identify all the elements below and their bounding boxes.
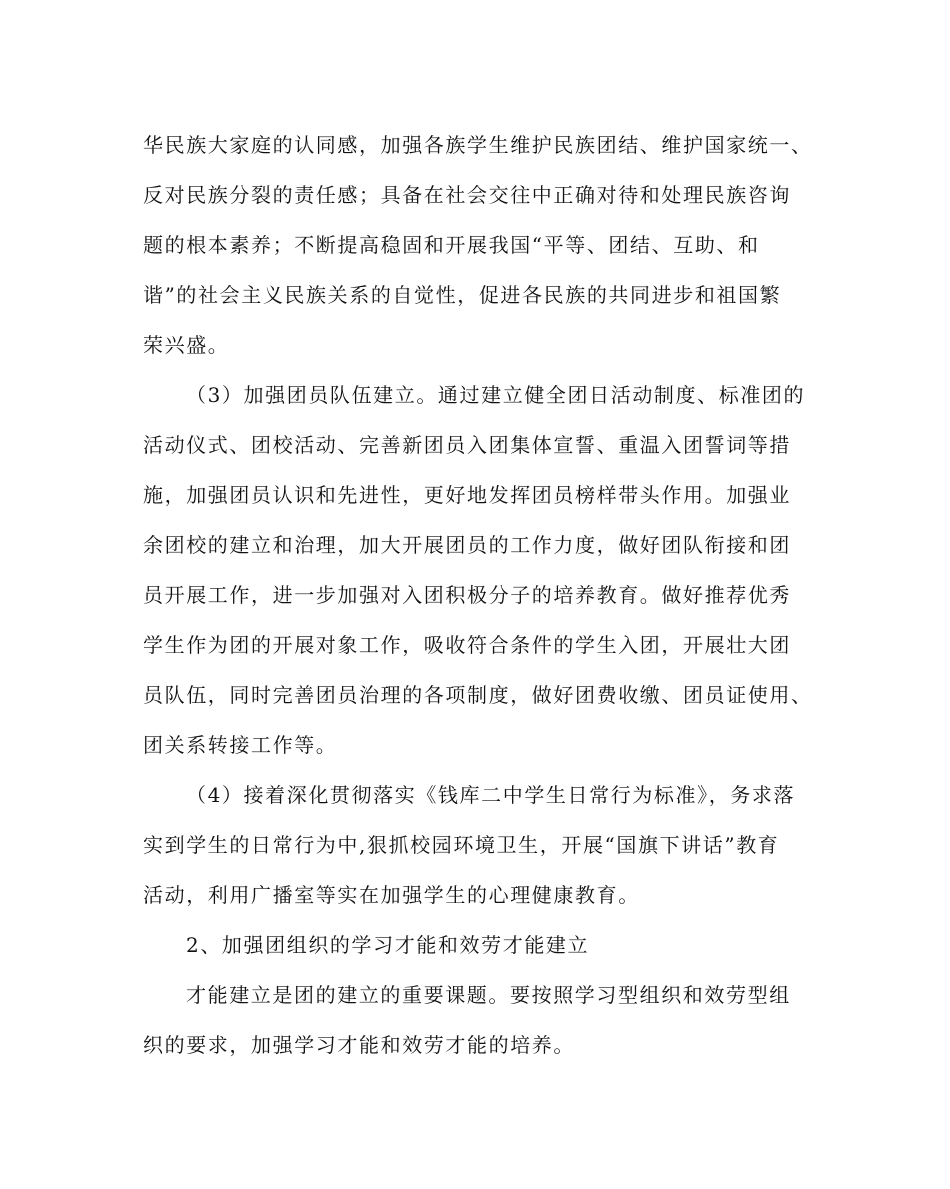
text-line-15: 实到学生的日常行为中,狠抓校园环境卫生，开展“国旗下讲话”教育 — [143, 833, 780, 857]
text-line-5: 荣兴盛。 — [143, 333, 230, 357]
text-line-19: 织的要求，加强学习才能和效劳才能的培养。 — [143, 1033, 575, 1057]
text-line-13: 团关系转接工作等。 — [143, 733, 338, 757]
paragraph-3-start: （3）加强团员队伍建立。通过建立健全团日活动制度、标准团的 — [186, 383, 806, 407]
text-line-1: 华民族大家庭的认同感，加强各族学生维护民族团结、维护国家统一、 — [143, 133, 813, 157]
text-line-16: 活动，利用广播室等实在加强学生的心理健康教育。 — [143, 883, 640, 907]
text-line-9: 余团校的建立和治理，加大开展团员的工作力度，做好团队衔接和团 — [143, 533, 791, 557]
text-line-2: 反对民族分裂的责任感；具备在社会交往中正确对待和处理民族咨询 — [143, 183, 791, 207]
text-line-11: 学生作为团的开展对象工作，吸收符合条件的学生入团，开展壮大团 — [143, 633, 791, 657]
paragraph-ability-start: 才能建立是团的建立的重要课题。要按照学习型组织和效劳型组 — [186, 983, 791, 1007]
text-line-12: 员队伍，同时完善团员治理的各项制度，做好团费收缴、团员证使用、 — [143, 683, 813, 707]
text-line-7: 活动仪式、团校活动、完善新团员入团集体宣誓、重温入团誓词等措 — [143, 433, 791, 457]
text-line-3: 题的根本素养；不断提高稳固和开展我国“平等、团结、互助、和 — [143, 233, 760, 257]
section-heading-2: 2、加强团组织的学习才能和效劳才能建立 — [186, 933, 590, 957]
text-line-4: 谐”的社会主义民族关系的自觉性，促进各民族的共同进步和祖国繁 — [143, 283, 782, 307]
paragraph-4-start: （4）接着深化贯彻落实《钱库二中学生日常行为标准》，务求落 — [186, 783, 796, 807]
text-line-10: 员开展工作，进一步加强对入团积极分子的培养教育。做好推荐优秀 — [143, 583, 791, 607]
text-line-8: 施，加强团员认识和先进性，更好地发挥团员榜样带头作用。加强业 — [143, 483, 791, 507]
